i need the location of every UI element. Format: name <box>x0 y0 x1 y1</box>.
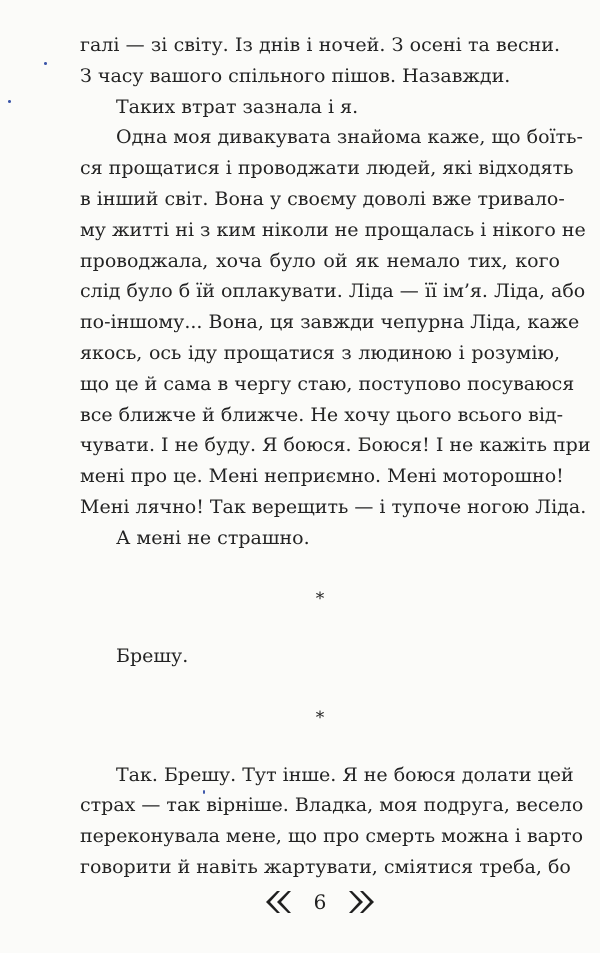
text-line: страх — так вірніше. Владка, моя подруга, весело <box>80 794 584 817</box>
text-line: якось, ось іду прощатися з людиною і розумію, <box>80 341 560 364</box>
text-line: Таких втрат зазнала і я. <box>116 95 359 118</box>
spacer <box>80 615 560 641</box>
ink-speck <box>44 62 47 65</box>
page-number: 6 <box>313 890 327 914</box>
text-line: слід було б їй оплакувати. Ліда — її ім’я. Ліда, або <box>80 280 586 303</box>
text-line: З часу вашого спільного пішов. Назавжди. <box>80 64 511 87</box>
double-chevron-right-icon <box>348 889 376 915</box>
spacer <box>80 554 560 585</box>
spacer <box>80 734 560 760</box>
text-line: все ближче й ближче. Не хочу цього всього від- <box>80 403 564 426</box>
body-text <box>80 30 591 883</box>
text-line: Одна моя дивакувата знайома каже, що боїть- <box>116 126 583 149</box>
spacer <box>80 672 560 703</box>
section-separator: * <box>315 589 325 610</box>
text-line: Мені лячно! Так верещить — і тупоче ногою Ліда. <box>80 495 587 518</box>
section-separator: * <box>315 707 325 728</box>
ink-speck <box>8 100 11 103</box>
text-line: ся прощатися і проводжати людей, які відходять <box>80 157 574 180</box>
text-line: галі — зі світу. Із днів і ночей. З осені та весни. <box>80 34 560 56</box>
double-chevron-left-icon <box>264 889 292 915</box>
text-line: чувати. І не буду. Я боюся. Боюся! І не кажіть при <box>80 434 591 457</box>
text-line: переконувала мене, що про смерть можна і варто <box>80 825 584 848</box>
text-line: проводжала, хоча було ой як немало тих, кого <box>80 249 560 272</box>
text-line: в інший світ. Вона у своєму доволі вже тривало- <box>80 187 565 210</box>
page-footer <box>0 882 600 922</box>
text-line: що це й сама в чергу стаю, поступово посуваюся <box>80 372 575 395</box>
text-line: му житті ні з ким ніколи не прощалась і нікого не <box>80 218 586 241</box>
text-line: Брешу. <box>116 645 189 668</box>
text-line: мені про це. Мені неприємно. Мені моторошно! <box>80 465 564 488</box>
text-line: говорити й навіть жартувати, сміятися треба, бо <box>80 855 571 878</box>
text-line: Так. Брешу. Тут інше. Я не боюся долати цей <box>116 763 574 786</box>
text-line: по-іншому... Вона, ця завжди чепурна Ліда, каже <box>80 311 580 334</box>
text-line: А мені не страшно. <box>116 526 310 549</box>
